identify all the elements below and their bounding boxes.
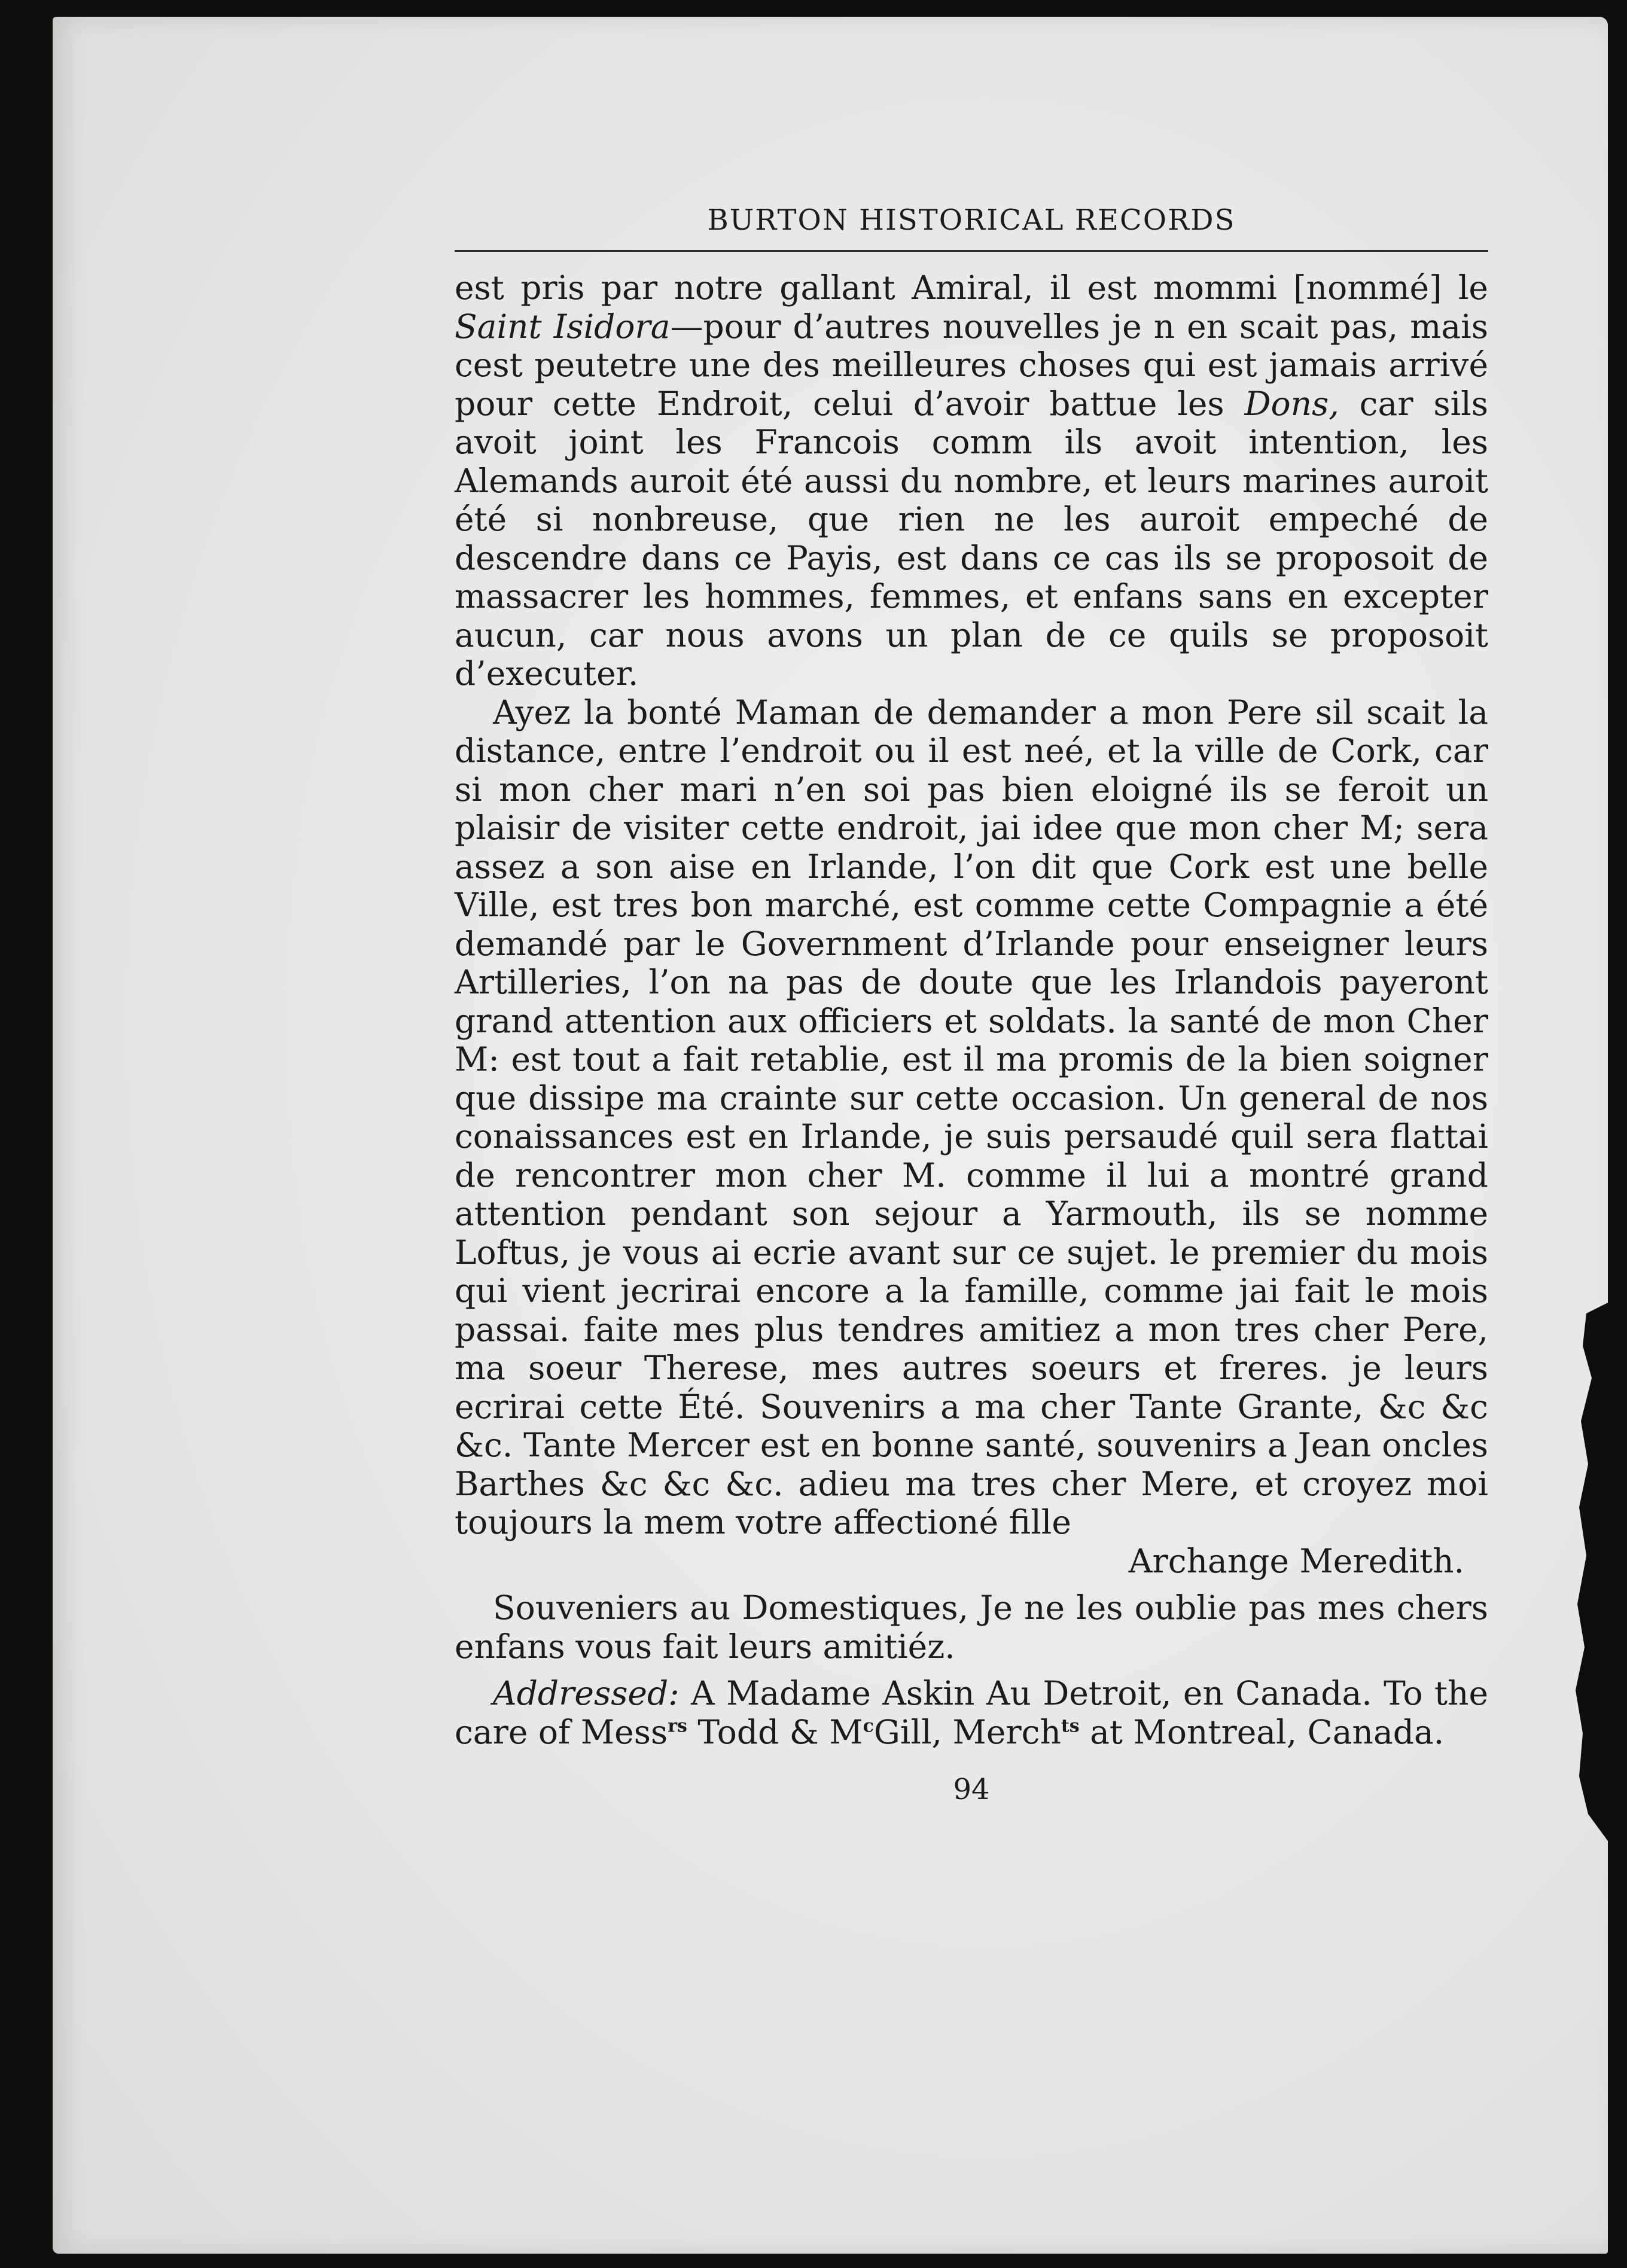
running-head: BURTON HISTORICAL RECORDS [455,203,1488,252]
address-text-1: A Madame Askin Au Detroit, en Canada. To the care of Mess [455,1674,1488,1751]
ship-name: Saint Isidora [455,307,671,346]
body-text [455,269,1488,1751]
address-sup-1: rs [668,1715,687,1737]
paragraph-2: Ayez la bonté Maman de demander a mon Pere sil scait la distance, entre l’endroit ou il est neé, et la ville de Cork, car si mon cher mari n’en soi pas bien eloigné ils se feroit un plaisir de visiter cette endroit, jai idee que mon cher M; sera assez a son aise en Irlande, l’on dit que Cork est une belle Ville, est tres bon marché, est comme cette Compagnie a été demandé par le Government d’Irlande pour enseigner leurs Artilleries, l’on na pas de doute que les Irlandois payeront grand attention aux officiers et soldats. la santé de mon Cher M: est tout a fait retablie, est il ma promis de la bien soigner que dissipe ma crainte sur cette occasion. Un general de nos conaissances est en Irlande, je suis persaudé quil sera flattai de rencontrer mon cher M. comme il lui a montré grand attention pendant son sejour a Yarmouth, ils se nomme Loftus, je vous ai ecrie avant sur ce sujet. le premier du mois qui vient jecrirai encore a la famille, comme jai fait le mois passai. faite mes plus tendres amitiez a mon tres cher Pere, ma soeur Therese, mes autres soeurs et freres. je leurs ecrirai cette Été. Souvenirs a ma cher Tante Grante, &c &c &c. Tante Mercer est en bonne santé, souvenirs a Jean oncles Barthes &c &c &c. adieu ma tres cher Mere, et croyez moi toujours la mem votre affectioné fille [455,693,1488,1541]
address-text-3: Gill, Merch [873,1712,1061,1751]
para1-text-a: est pris par notre gallant Amiral, il est mommi [nommé] le [455,269,1488,307]
paragraph-1 [455,269,1488,693]
signature: Archange Meredith. [1128,1541,1464,1580]
address-block [455,1674,1488,1751]
para1-text-c: car sils avoit joint les Francois comm ils avoit intention, les Alemands auroit été aussi du nombre, et leurs marines auroit été si nonbreuse, que rien ne les auroit empeché de descendre dans ce Payis, est dans ce cas ils se proposoit de massacrer les hommes, femmes, et enfans sans en excepter aucun, car nous avons un plan de ce quils se proposoit d’executer. [455,384,1489,693]
address-sup-3: ts [1061,1715,1080,1737]
postscript: Souveniers au Domestiques, Je ne les oublie pas mes chers enfans vous fait leurs amitiéz. [455,1589,1488,1666]
para1-text-b: —pour d’autres nouvelles je n en scait pas, mais cest peutetre une des meilleures choses qui est jamais arrivé pour cette Endroit, celui d’avoir battue les [455,307,1488,423]
address-text-2: Todd & M [687,1712,863,1751]
address-text-4: at Montreal, Canada. [1079,1712,1445,1751]
page-number: 94 [953,1773,990,1806]
torn-edge [1572,1303,1608,1841]
address-sup-2: c [863,1715,874,1737]
dons-term: Dons, [1244,384,1339,423]
page-content [455,203,1488,1806]
address-label: Addressed: [493,1674,680,1712]
